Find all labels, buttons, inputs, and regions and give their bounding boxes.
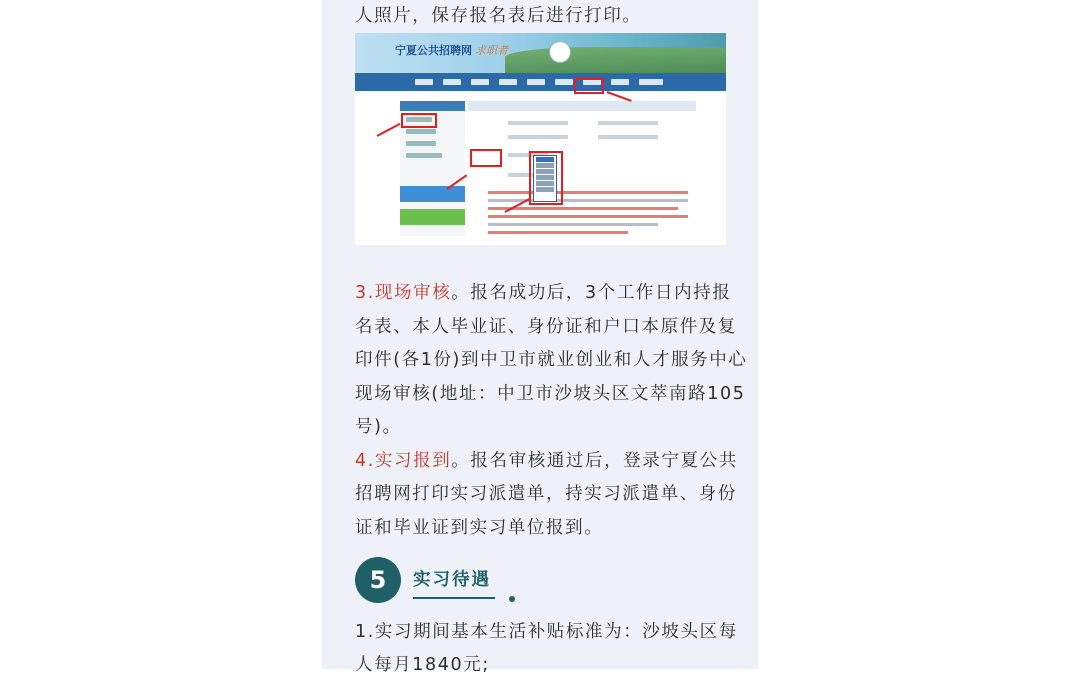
paragraph-line: 人照片，保存报名表后进行打印。	[355, 6, 642, 26]
step3-line: 名表、本人毕业证、身份证和户口本原件及复	[355, 317, 737, 337]
form-field	[598, 121, 658, 125]
nav-item	[555, 79, 573, 85]
sidebar-row	[406, 153, 442, 158]
badge-icon	[549, 41, 571, 63]
nav-item	[527, 79, 545, 85]
section-underline	[413, 597, 495, 599]
nav-item	[499, 79, 517, 85]
form-field	[598, 135, 658, 139]
section-dot	[509, 596, 515, 602]
notice-line	[488, 207, 678, 210]
highlight-box-dropdown	[529, 151, 563, 205]
sidebar-green-button	[400, 209, 465, 225]
section-number-badge: 5	[355, 557, 401, 603]
step3-line: 印件(各1份)到中卫市就业创业和人才服务中心	[355, 350, 748, 370]
sidebar-row	[406, 129, 436, 134]
site-nav-bar	[355, 73, 726, 91]
highlight-box-label	[470, 149, 502, 167]
landscape-graphic	[505, 47, 726, 73]
step3-label: 3.现场审核	[355, 283, 452, 303]
step3-line: 3.现场审核。报名成功后，3个工作日内持报	[355, 283, 732, 303]
site-main-form	[468, 101, 696, 245]
form-field	[508, 121, 568, 125]
site-logo: 宁夏公共招聘网 求职者	[395, 44, 508, 57]
step3-line: 现场审核(地址：中卫市沙坡头区文萃南路105	[355, 384, 746, 404]
notice-line	[488, 191, 688, 194]
sidebar-row	[406, 141, 436, 146]
arrow-icon	[377, 123, 401, 137]
notice-line	[488, 215, 688, 218]
nav-item	[415, 79, 433, 85]
sidebar-blue-button	[400, 186, 465, 202]
highlight-box-sidebar	[401, 113, 437, 128]
benefit-line: 人每月1840元;	[355, 655, 490, 675]
nav-item	[443, 79, 461, 85]
section-title: 实习待遇	[413, 570, 491, 590]
step4-label: 4.实习报到	[355, 451, 452, 471]
nav-item	[471, 79, 489, 85]
form-header	[468, 101, 696, 111]
notice-line	[488, 231, 628, 234]
step4-line: 证和毕业证到实习单位报到。	[355, 518, 604, 538]
highlight-box-nav	[574, 78, 604, 94]
nav-item	[639, 79, 663, 85]
step3-line: 号)。	[355, 417, 402, 437]
embedded-screenshot	[355, 33, 726, 245]
sidebar-header	[400, 101, 465, 111]
nav-item	[611, 79, 629, 85]
step4-line: 招聘网打印实习派遣单，持实习派遣单、身份	[355, 484, 737, 504]
form-field	[508, 135, 568, 139]
notice-line	[488, 199, 688, 202]
step4-line: 4.实习报到。报名审核通过后，登录宁夏公共	[355, 451, 738, 471]
site-banner	[355, 33, 726, 73]
benefit-line: 1.实习期间基本生活补贴标准为：沙坡头区每	[355, 622, 738, 642]
notice-line	[488, 223, 658, 226]
